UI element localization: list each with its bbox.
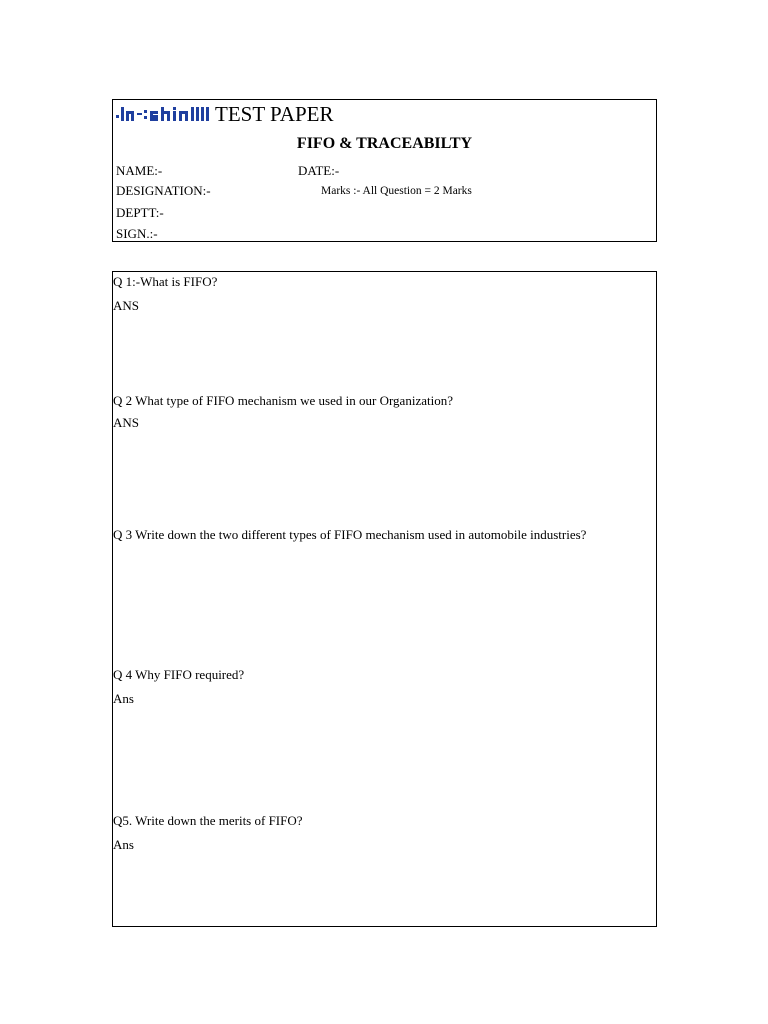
company-logo [116,103,210,122]
page-title: TEST PAPER [215,102,334,126]
name-label: NAME:- [116,163,163,178]
answer-label-5: Ans [113,837,134,852]
question-3: Q 3 Write down the two different types of FIFO mechanism used in automobile industries? [113,527,587,542]
marks-label: Marks :- All Question = 2 Marks [321,185,472,197]
test-subject: FIFO & TRACEABILTY [296,135,473,152]
question-5: Q5. Write down the merits of FIFO? [113,813,303,828]
questions-box [112,271,657,927]
date-label: DATE:- [298,163,340,178]
sign-label: SIGN.:- [116,226,158,241]
question-1: Q 1:-What is FIFO? [113,274,218,289]
answer-label-4: Ans [113,691,134,706]
deptt-label: DEPTT:- [116,205,164,220]
question-2: Q 2 What type of FIFO mechanism we used in our Organization? [113,393,453,408]
question-4: Q 4 Why FIFO required? [113,667,245,682]
header-box [112,99,657,242]
answer-label-1: ANS [113,298,140,313]
designation-label: DESIGNATION:- [116,183,211,198]
answer-label-2: ANS [113,415,140,430]
